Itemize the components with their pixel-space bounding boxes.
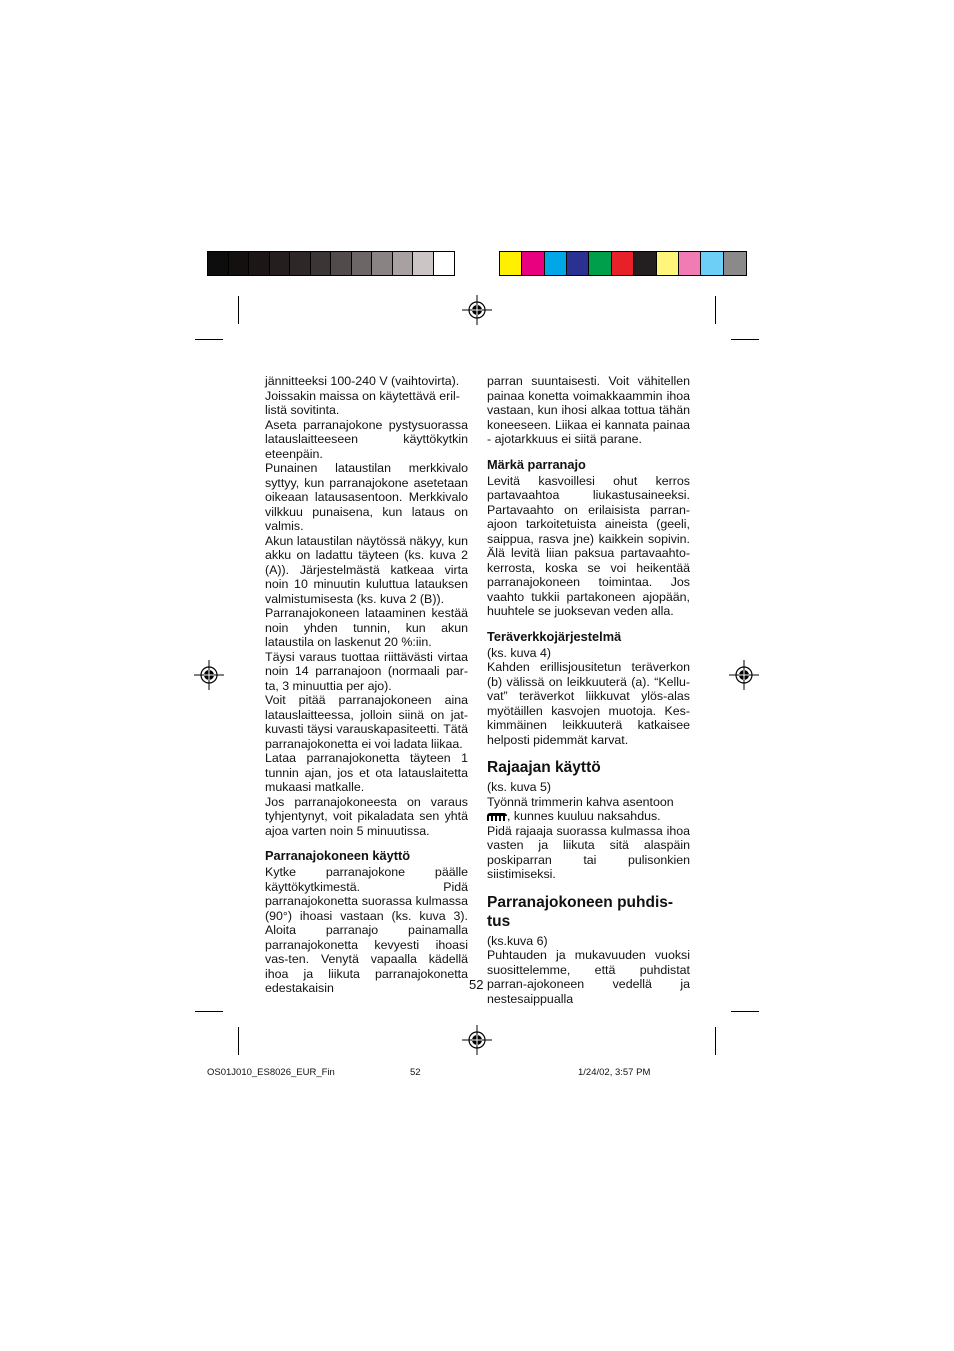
crop-mark [195, 1011, 223, 1012]
color-swatch [545, 252, 567, 275]
paragraph [487, 795, 690, 824]
color-swatch [701, 252, 723, 275]
registration-mark-icon [729, 660, 759, 690]
figure-reference: (ks. kuva 5) [487, 780, 552, 794]
crop-mark [731, 1011, 759, 1012]
color-swatch [413, 252, 434, 275]
color-swatch [612, 252, 634, 275]
crop-mark [731, 339, 759, 340]
section-heading-cleaning: Parranajokoneen puhdis-tus [487, 893, 674, 930]
color-swatch [679, 252, 701, 275]
color-swatch [270, 252, 291, 275]
color-swatch [434, 252, 455, 275]
figure-reference: (ks.kuva 6) [487, 933, 548, 948]
right-text-column [487, 374, 690, 1006]
paragraph: Kahden erillisjousitetun teräverkon (b) välissä on leikkuuterä (a). “Kellu-vat” teräverkot liikkuvat ylös-alas myötäillen kasvojen muotoja. Kes-kimmäinen leikkuuterä katkaisee helposti pidemmät karvat. [487, 660, 690, 747]
paragraph: jännitteeksi 100-240 V (vaihtovirta). Joissakin maissa on käytettävä eril-listä sovitinta. [265, 374, 460, 417]
color-swatch [589, 252, 611, 275]
section-heading-usage: Parranajokoneen käyttö [265, 848, 411, 863]
crop-mark [195, 339, 223, 340]
color-swatch [634, 252, 656, 275]
registration-mark-icon [194, 660, 224, 690]
page-number: 52 [469, 977, 484, 992]
paragraph: Täysi varaus tuottaa riittävästi virtaa noin 14 parranajoon (normaali par-ta, 3 minuuttia per ajo). [265, 649, 468, 693]
color-swatch [500, 252, 522, 275]
color-swatch [724, 252, 746, 275]
color-swatch [249, 252, 270, 275]
color-swatch [208, 252, 229, 275]
grayscale-calibration-bar [207, 251, 455, 276]
color-swatch [352, 252, 373, 275]
trimmer-position-icon [487, 813, 507, 821]
section-heading-blade-system: Teräverkkojärjestelmä [487, 628, 622, 644]
paragraph: Puhtauden ja mukavuuden vuoksi suosittelemme, että puhdistat parran-ajokoneen vedellä ja nestesaippualla [487, 948, 690, 1006]
footer-page: 52 [410, 1067, 421, 1078]
color-swatch [522, 252, 544, 275]
color-calibration-bar [499, 251, 747, 276]
crop-mark [238, 1027, 239, 1055]
text-run: , kunnes kuuluu naksahdus. [507, 809, 661, 823]
figure-reference: (ks. kuva 4) [487, 645, 552, 660]
paragraph: Lataa parranajokonetta täyteen 1 tunnin ajan, jos et ota latauslaitetta mukaasi matkalle. [265, 751, 468, 794]
crop-mark [238, 296, 239, 324]
footer-filename: OS01J010_ES8026_EUR_Fin [207, 1067, 335, 1078]
section-heading-wet-shave: Märkä parranajo [487, 456, 586, 472]
color-swatch [393, 252, 414, 275]
paragraph: Jos parranajokoneesta on varaus tyhjentynyt, voit pikaladata sen yhtä ajoa varten noin 5 minuutissa. [265, 794, 468, 838]
paragraph: Voit pitää parranajokoneen aina latauslaitteessa, jolloin siinä on jat-kuvasti täysi varauskapasiteetti. Tätä parranajokonetta ei voi ladata liikaa. [265, 693, 468, 751]
paragraph: Akun lataustilan näytössä näkyy, kun akku on ladattu täyteen (ks. kuva 2 (A)). Järjestelmästä katkeaa virta noin 10 minuutin kuluttua latauksen valmistumisesta (ks. kuva 2 (B)). [265, 533, 468, 606]
text-run: Työnnä trimmerin kahva asentoon [487, 794, 674, 809]
color-swatch [290, 252, 311, 275]
footer-date: 1/24/02, 3:57 PM [578, 1067, 651, 1078]
registration-mark-icon [462, 295, 492, 325]
paragraph: parran suuntaisesti. Voit vähitellen painaa konetta voimakkaammin ihoa vastaan, kun ihosi alkaa tottua tähän koneeseen. Liikaa ei kannata painaa - ajotarkkuus ei siitä parane. [487, 374, 690, 446]
section-heading-trimmer: Rajaajan käyttö [487, 759, 601, 776]
color-swatch [311, 252, 332, 275]
paragraph: Pidä rajaaja suorassa kulmassa ihoa vasten ja liikuta sitä alaspäin poskiparran tai pulisonkien siistimiseksi. [487, 823, 690, 881]
paragraph: Levitä kasvoillesi ohut kerros partavaahtoa liukastusaineeksi. Partavaahto on erilaisista parran-ajoon tarkoitetuista aineista (geeli, saippua, rasva jne) kaikkein sopivin. Älä levitä liian paksua partavaahto-kerrosta, koska se voi heikentää parranajokoneen toimintaa. Jos vaahto tukkii partakoneen ajopään, huuhtele se juoksevan veden alla. [487, 473, 690, 618]
crop-mark [715, 296, 716, 324]
paragraph: Kytke parranajokone päälle käyttökytkimestä. Pidä parranajokonetta suorassa kulmassa (90°) ihoasi vastaan (ks. kuva 3). Aloita parranajo painamalla parranajokonetta kevyesti ihoasi vas-ten. Venytä vapaalla kädellä ihoa ja liikuta parranajokonetta edestakaisin [265, 865, 468, 995]
color-swatch [567, 252, 589, 275]
paragraph: Parranajokoneen lataaminen kestää noin yhden tunnin, kun akun lataustila on laskenut 20 %:iin. [265, 606, 468, 649]
color-swatch [372, 252, 393, 275]
color-swatch [229, 252, 250, 275]
paragraph: Punainen lataustilan merkkivalo syttyy, kun parranajokone asetetaan oikeaan latausasentoon. Merkkivalo vilkkuu punaisena, kun lataus on valmis. [265, 461, 468, 533]
registration-mark-icon [462, 1025, 492, 1055]
color-swatch [331, 252, 352, 275]
crop-mark [715, 1027, 716, 1055]
paragraph: Aseta parranajokone pystysuorassa latauslaitteeseen käyttökytkin eteenpäin. [265, 417, 468, 461]
color-swatch [657, 252, 679, 275]
left-text-column [265, 374, 468, 996]
